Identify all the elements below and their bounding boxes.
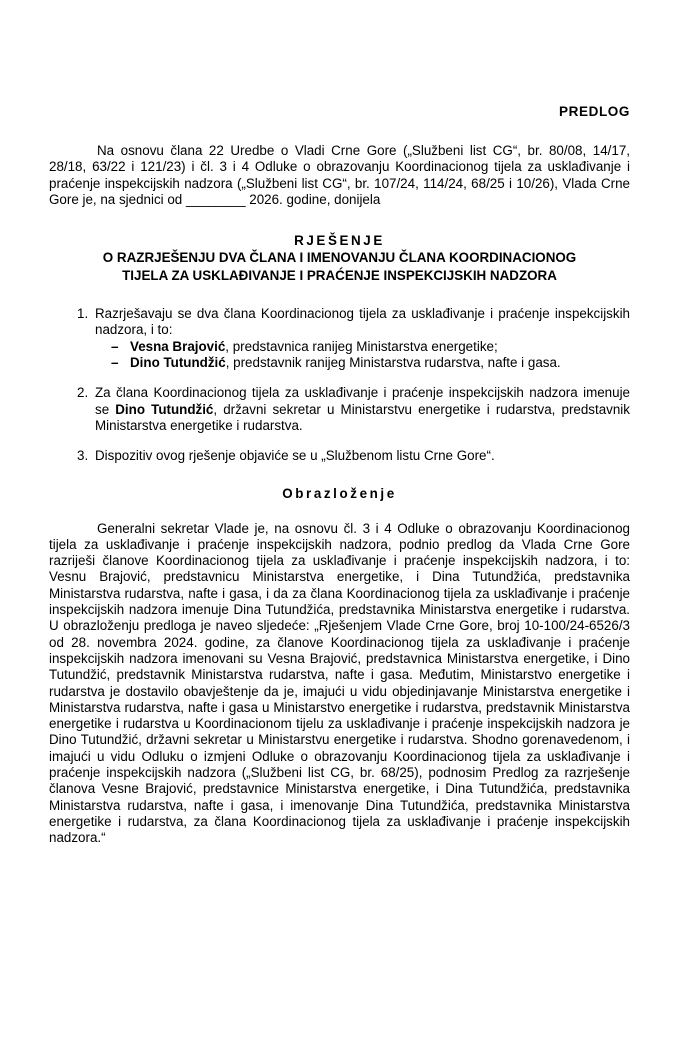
clause-item-2 <box>49 385 630 434</box>
decision-title-sub-line1: O RAZRJEŠENJU DVA ČLANA I IMENOVANJU ČLANA KOORDINACIONOG <box>102 250 577 266</box>
clause-item-3 <box>49 448 630 464</box>
clause-item-1 <box>49 306 630 371</box>
clause-list <box>49 306 630 464</box>
decision-title-block <box>49 232 630 284</box>
decision-title-sub-line2: TIJELA ZA USKLAĐIVANJE I PRAĆENJE INSPEKCIJSKIH NADZORA <box>122 267 557 283</box>
explanation-paragraph: Generalni sekretar Vlade je, na osnovu čl. 3 i 4 Odluke o obrazovanju Koordinacionog tijela za usklađivanje i praćenje inspekcijskih nadzora, podnio predlog da Vlada Crne Gore razriješi članove Koordinacionog tijela za usklađivanje i praćenje inspekcijskih nadzora, i to: Vesnu Brajović, predstavnicu Ministarstva energetike, i Dina Tutundžića, predstavnika Ministarstva rudarstva, nafte i gasa, i da za člana Koordinacionog tijela za usklađivanje i praćenje inspekcijskih nadzora imenuje Dina Tutundžića, predstavnika Ministarstva energetike i rudarstva. U obrazloženju predloga je naveo sljedeće: „Rješenjem Vlade Crne Gore, broj 10-100/24-6526/3 od 28. novembra 2024. godine, za članove Koordinacionog tijela za usklađivanje i praćenje inspekcijskih nadzora imenovani su Vesna Brajović, predstavnica Ministarstva energetike, i Dino Tutundžić, predstavnik Ministarstva rudarstva, nafte i gasa. Međutim, Ministarstvo energetike i rudarstva je dostavilo obavještenje da je, imajući u vidu objedinjavanje Ministarstva energetike i Ministarstva rudarstva, nafte i gasa u Ministarstvo energetike i rudarstva, predstavnik Ministarstva energetike i rudarstva u Koordinacionom tijelu za usklađivanje i praćenje inspekcijskih nadzora je Dino Tutundžić, državni sekretar u Ministarstvu energetike i rudarstva. Shodno gorenavedenom, i imajući u vidu Odluku o izmjeni Odluke o obrazovanju Koordinacionog tijela za usklađivanje i praćenje inspekcijskih nadzora („Službeni list CG, br. 68/25), podnosim Predlog za razrješenje članova Vesne Brajović, predstavnice Ministarstva energetike, i Dina Tutundžića, predstavnika Ministarstva rudarstva, nafte i gasa, i imenovanje Dina Tutundžića, predstavnika Ministarstva energetike i rudarstva, za člana Koordinacionog tijela za usklađivanje i praćenje inspekcijskih nadzora.“ <box>49 520 630 846</box>
explanation-heading: Obrazloženje <box>282 485 397 501</box>
clause-1-sub-list <box>95 339 630 372</box>
person-name-dino-tutundzic-appointment: Dino Tutundžić <box>115 401 214 417</box>
clause-1-text: Razrješavaju se dva člana Koordinacionog tijela za usklađivanje i praćenje inspekcijskih nadzora, i to: <box>95 306 630 338</box>
clause-2-text-after: , državni sekretar u Ministarstvu energetike i rudarstva, predstavnik Ministarstva energetike i rudarstva. <box>95 401 630 433</box>
decision-title-main: RJEŠENJE <box>294 233 385 249</box>
person-name-vesna-brajovic: Vesna Brajović <box>130 338 226 354</box>
list-item <box>95 355 630 371</box>
document-page <box>0 104 679 1064</box>
clause-2-text-before: Za člana Koordinacionog tijela za usklađivanje i praćenje inspekcijskih nadzora imenuje se <box>95 385 630 417</box>
person-name-dino-tutundzic-dismissal: Dino Tutundžić <box>130 355 226 371</box>
legal-basis-paragraph: Na osnovu člana 22 Uredbe o Vladi Crne Gore („Službeni list CG“, br. 80/08, 14/17, 28/18, 63/22 i 121/23) i čl. 3 i 4 Odluke o obrazovanju Koordinacionog tijela za usklađivanje i praćenje inspekcijskih nadzora („Službeni list CG“, br. 107/24, 114/24, 68/25 i 10/26), Vlada Crne Gore je, na sjednici od ________ 2026. godine, donijela <box>49 143 630 207</box>
clause-3-text: Dispozitiv ovog rješenje objaviće se u „Službenom listu Crne Gore“. <box>95 448 495 464</box>
list-item <box>95 339 630 355</box>
person-role-vesna-brajovic: , predstavnica ranijeg Ministarstva energetike; <box>225 338 498 354</box>
document-label: PREDLOG <box>559 104 630 119</box>
person-role-dino-tutundzic-dismissal: , predstavnik ranijeg Ministarstva rudarstva, nafte i gasa. <box>225 355 561 371</box>
